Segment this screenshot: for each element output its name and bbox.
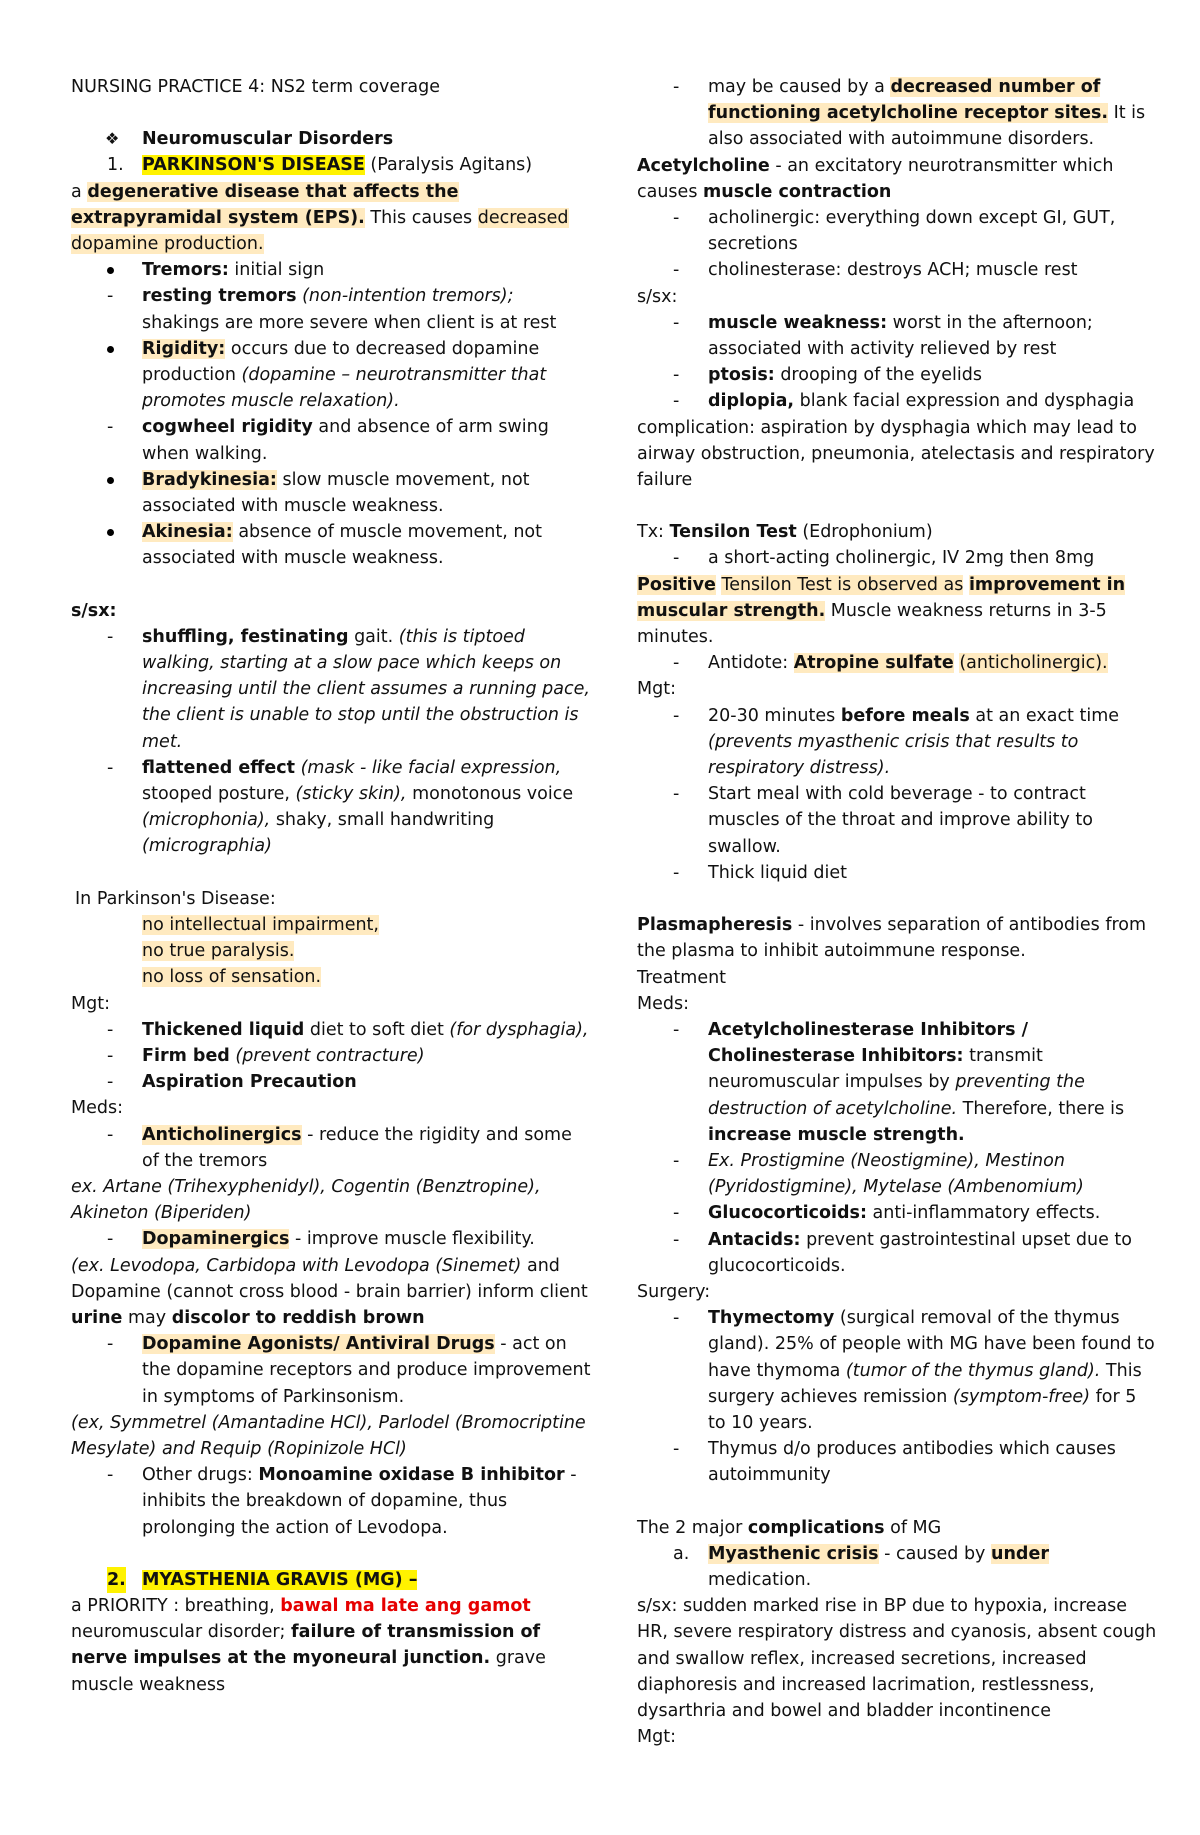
ptosis-item: - ptosis: drooping of the eyelids: [637, 362, 1157, 388]
mgt-aspiration: - Aspiration Precaution: [71, 1069, 591, 1095]
in-pd-label: In Parkinson's Disease:: [75, 888, 276, 909]
mg-meds-label: Meds:: [637, 993, 689, 1014]
ache-inhibitors-item: - Acetylcholinesterase Inhibitors / Cholinesterase Inhibitors: transmit neuromuscular impulses by preventing the destruction of acetylcholine. Therefore, there is increase muscle strength.: [637, 1017, 1157, 1148]
diplopia-item: - diplopia, blank facial expression and dysphagia: [637, 388, 1157, 414]
crisis-sx: s/sx: sudden marked rise in BP due to hypoxia, increase HR, severe respiratory distress and cyanosis, absent cough and swallow reflex, increased secretions, increased diaphoresis and increased lacrimation, restlessness, dysarthria and bowel and bladder incontinence: [637, 1596, 1157, 1721]
pd-definition: a degenerative disease that affects the extrapyramidal system (EPS). This causes decreased dopamine production.: [71, 181, 569, 255]
mg-cause: - may be caused by a decreased number of functioning acetylcholine receptor sites. It is also associated with autoimmune disorders.: [637, 74, 1157, 153]
mgt-timing: - 20-30 minutes before meals at an exact time (prevents myasthenic crisis that results to respiratory distress).: [637, 703, 1157, 782]
tensilon-heading: Tx: Tensilon Test (Edrophonium): [637, 522, 933, 543]
mgt-cold-beverage: - Start meal with cold beverage - to contract muscles of the throat and improve ability to swallow.: [637, 781, 1157, 860]
tremors-item: Tremors: initial sign: [71, 257, 591, 283]
shuffling-item: - shuffling, festinating gait. (this is tiptoed walking, starting at a slow pace which keeps on increasing until the client assumes a running pace, the client is unable to stop until the obstruction is met.: [71, 624, 591, 755]
myasthenic-crisis-item: a. Myasthenic crisis - caused by under medication.: [673, 1543, 1049, 1590]
glucocorticoids-item: - Glucocorticoids: anti-inflammatory effects.: [637, 1200, 1157, 1226]
pd-heading: 1. PARKINSON'S DISEASE (Paralysis Agitans): [107, 155, 533, 176]
thymus-item: - Thymus d/o produces antibodies which causes autoimmunity: [637, 1436, 1157, 1488]
dopaminergics-item: - Dopaminergics - improve muscle flexibility.: [71, 1226, 591, 1252]
pd-mgt-label: Mgt:: [71, 993, 110, 1014]
right-column: [637, 74, 1157, 1750]
mgt-thick-liquid: - Thick liquid diet: [637, 860, 1157, 886]
mg-sx-label: s/sx:: [637, 286, 678, 307]
plasmapheresis: Plasmapheresis - involves separation of antibodies from the plasma to inhibit autoimmune response.: [637, 915, 1147, 962]
no-sensation-loss: no loss of sensation.: [142, 967, 322, 988]
agonists-examples: (ex, Symmetrel (Amantadine HCl), Parlodel (Bromocriptine Mesylate) and Requip (Ropinizole HCl): [71, 1412, 586, 1459]
acholinergic-item: - acholinergic: everything down except GI, GUT, secretions: [637, 205, 1157, 257]
complications-heading: The 2 major complications of MG: [637, 1517, 942, 1538]
bradykinesia-item: Bradykinesia: slow muscle movement, not associated with muscle weakness.: [71, 467, 591, 519]
thymectomy-item: - Thymectomy (surgical removal of the thymus gland). 25% of people with MG have been found to have thymoma (tumor of the thymus gland). This surgery achieves remission (symptom-free) for 5 to 10 years.: [637, 1305, 1157, 1436]
dopaminergics-examples: (ex. Levodopa, Carbidopa with Levodopa (Sinemet) and Dopamine (cannot cross blood - brain barrier) inform client urine may discolor to reddish brown: [71, 1255, 588, 1328]
cogwheel-item: - cogwheel rigidity and absence of arm swing when walking.: [71, 414, 591, 466]
mg-heading: 2. MYASTHENIA GRAVIS (MG) –: [71, 1567, 591, 1593]
mgt-diet: - Thickened liquid diet to soft diet (for dysphagia),: [71, 1017, 591, 1043]
mg-mgt-label: Mgt:: [637, 679, 676, 700]
mgt-bed: - Firm bed (prevent contracture): [71, 1043, 591, 1069]
left-column: [71, 74, 591, 1698]
pd-meds-label: Meds:: [71, 1098, 123, 1119]
rigidity-item: Rigidity: occurs due to decreased dopamine production (dopamine – neurotransmitter that promotes muscle relaxation).: [71, 336, 591, 415]
mg-priority: a PRIORITY : breathing, bawal ma late ang gamot: [71, 1595, 531, 1616]
agonists-item: - Dopamine Agonists/ Antiviral Drugs - act on the dopamine receptors and produce improvement in symptoms of Parkinsonism.: [71, 1331, 591, 1410]
no-paralysis: no true paralysis.: [142, 941, 295, 962]
crisis-mgt-label: Mgt:: [637, 1727, 676, 1748]
surgery-label: Surgery:: [637, 1281, 711, 1302]
antidote-item: - Antidote: Atropine sulfate (anticholinergic).: [637, 650, 1157, 676]
section-heading: ❖ Neuromuscular Disorders: [71, 126, 591, 152]
acetylcholine-def: Acetylcholine - an excitatory neurotransmitter which causes muscle contraction: [637, 155, 1114, 202]
treatment-label: Treatment: [637, 967, 727, 988]
ache-examples: - Ex. Prostigmine (Neostigmine), Mestinon (Pyridostigmine), Mytelase (Ambenomium): [637, 1148, 1157, 1200]
diamond-bullet-icon: ❖: [105, 129, 120, 149]
akinesia-item: Akinesia: absence of muscle movement, not associated with muscle weakness.: [71, 519, 591, 571]
tensilon-positive: Positive Tensilon Test is observed as improvement in muscular strength. Muscle weakness returns in 3-5 minutes.: [637, 574, 1126, 648]
anticholinergics-examples: ex. Artane (Trihexyphenidyl), Cogentin (Benztropine), Akineton (Biperiden): [71, 1176, 541, 1224]
pd-sx-label: s/sx:: [71, 600, 117, 621]
no-impairment: no intellectual impairment,: [142, 914, 379, 935]
other-drugs-item: - Other drugs: Monoamine oxidase B inhibitor - inhibits the breakdown of dopamine, thus prolonging the action of Levodopa.: [71, 1462, 591, 1541]
mg-definition: neuromuscular disorder; failure of transmission of nerve impulses at the myoneural junction. grave muscle weakness: [71, 1622, 546, 1695]
resting-item: - resting tremors (non-intention tremors); shakings are more severe when client is at rest: [71, 283, 591, 335]
weakness-item: - muscle weakness: worst in the afternoon; associated with activity relieved by rest: [637, 310, 1157, 362]
cholinesterase-item: - cholinesterase: destroys ACH; muscle rest: [637, 257, 1157, 283]
flattened-item: - flattened effect (mask - like facial expression, stooped posture, (sticky skin), monotonous voice (microphonia), shaky, small handwriting (micrographia): [71, 755, 591, 860]
antacids-item: - Antacids: prevent gastrointestinal upset due to glucocorticoids.: [637, 1227, 1157, 1279]
doc-title: NURSING PRACTICE 4: NS2 term coverage: [71, 77, 440, 97]
anticholinergics-item: - Anticholinergics - reduce the rigidity and some of the tremors: [71, 1122, 591, 1174]
mg-complication: complication: aspiration by dysphagia which may lead to airway obstruction, pneumonia, atelectasis and respiratory failure: [637, 417, 1155, 491]
tensilon-item: - a short-acting cholinergic, IV 2mg then 8mg: [637, 545, 1157, 571]
